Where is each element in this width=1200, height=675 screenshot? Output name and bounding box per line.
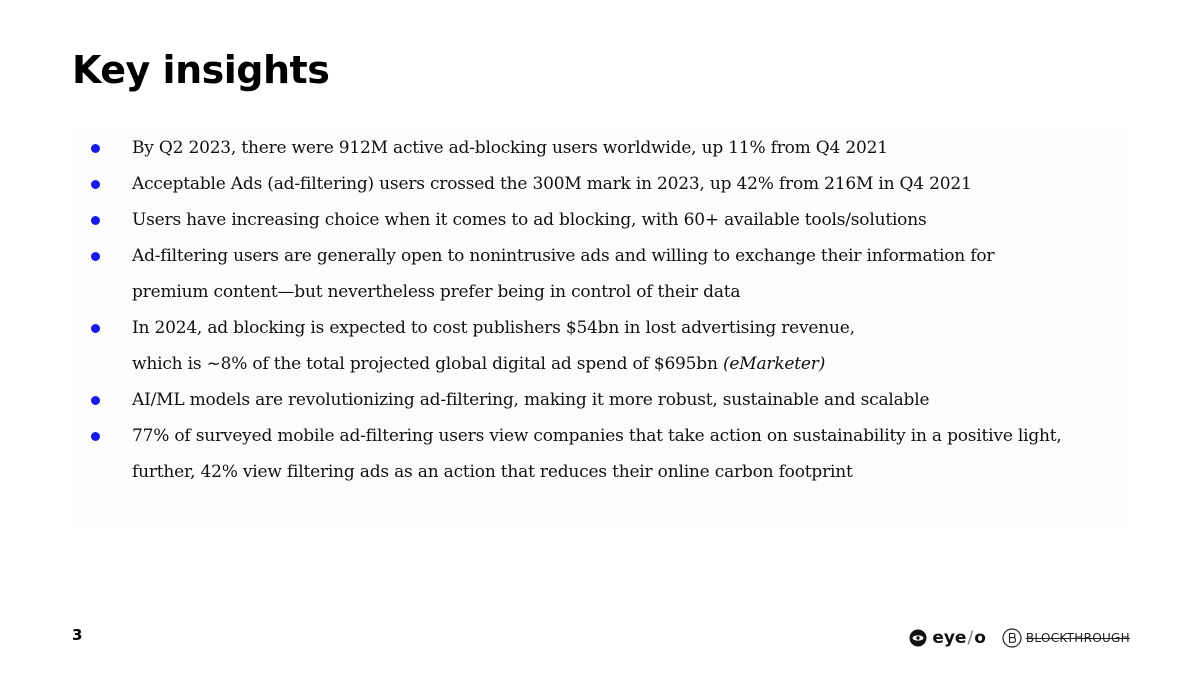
eyeo-logo xyxy=(909,628,986,648)
insight-item xyxy=(72,166,1122,202)
insight-text-continued: further, 42% view filtering ads as an action that reduces their online carbon footprint xyxy=(132,462,853,482)
insight-item xyxy=(72,310,1122,382)
eyeo-logo-text-end: o xyxy=(974,628,986,648)
blockthrough-logo-text: BLOCKTHROUGH xyxy=(1025,631,1130,645)
insight-item xyxy=(72,418,1122,490)
insight-text-continued: premium content—but nevertheless prefer being in control of their data xyxy=(132,282,741,302)
bullet-dot-icon xyxy=(91,252,100,261)
page-number: 3 xyxy=(72,626,83,644)
bullet-dot-icon xyxy=(91,432,100,441)
insight-text: By Q2 2023, there were 912M active ad-blocking users worldwide, up 11% from Q4 2021 xyxy=(132,138,888,158)
insight-text: AI/ML models are revolutionizing ad-filtering, making it more robust, sustainable and scalable xyxy=(132,390,930,410)
footer-logos xyxy=(909,626,1130,650)
blockthrough-logo xyxy=(1002,628,1130,648)
insight-text: Users have increasing choice when it comes to ad blocking, with 60+ available tools/solutions xyxy=(132,210,927,230)
insight-text: Acceptable Ads (ad-filtering) users crossed the 300M mark in 2023, up 42% from 216M in Q4 2021 xyxy=(132,174,972,194)
insight-item xyxy=(72,202,1122,238)
insight-text-continued xyxy=(132,346,1122,382)
bullet-dot-icon xyxy=(91,216,100,225)
bullet-dot-icon xyxy=(91,324,100,333)
insight-text-part: which is ~8% of the total projected global digital ad spend of $695bn xyxy=(132,354,718,374)
eyeo-logo-text: eye xyxy=(932,628,967,648)
bullet-dot-icon xyxy=(91,144,100,153)
insight-item xyxy=(72,382,1122,418)
insight-text: 77% of surveyed mobile ad-filtering users view companies that take action on sustainability in a positive light, xyxy=(132,426,1062,446)
bullet-dot-icon xyxy=(91,180,100,189)
insight-item xyxy=(72,130,1122,166)
insight-text: Ad-filtering users are generally open to nonintrusive ads and willing to exchange their information for xyxy=(132,246,995,266)
insight-text: In 2024, ad blocking is expected to cost publishers $54bn in lost advertising revenue, xyxy=(132,318,855,338)
source-citation: (eMarketer) xyxy=(722,354,826,374)
eyeo-logo-separator: / xyxy=(967,628,974,648)
bullet-dot-icon xyxy=(91,396,100,405)
insight-item xyxy=(72,238,1122,310)
blockthrough-b-icon xyxy=(1002,628,1022,648)
slide-title: Key insights xyxy=(72,48,330,92)
insights-list xyxy=(72,130,1122,490)
eye-icon xyxy=(909,629,927,647)
